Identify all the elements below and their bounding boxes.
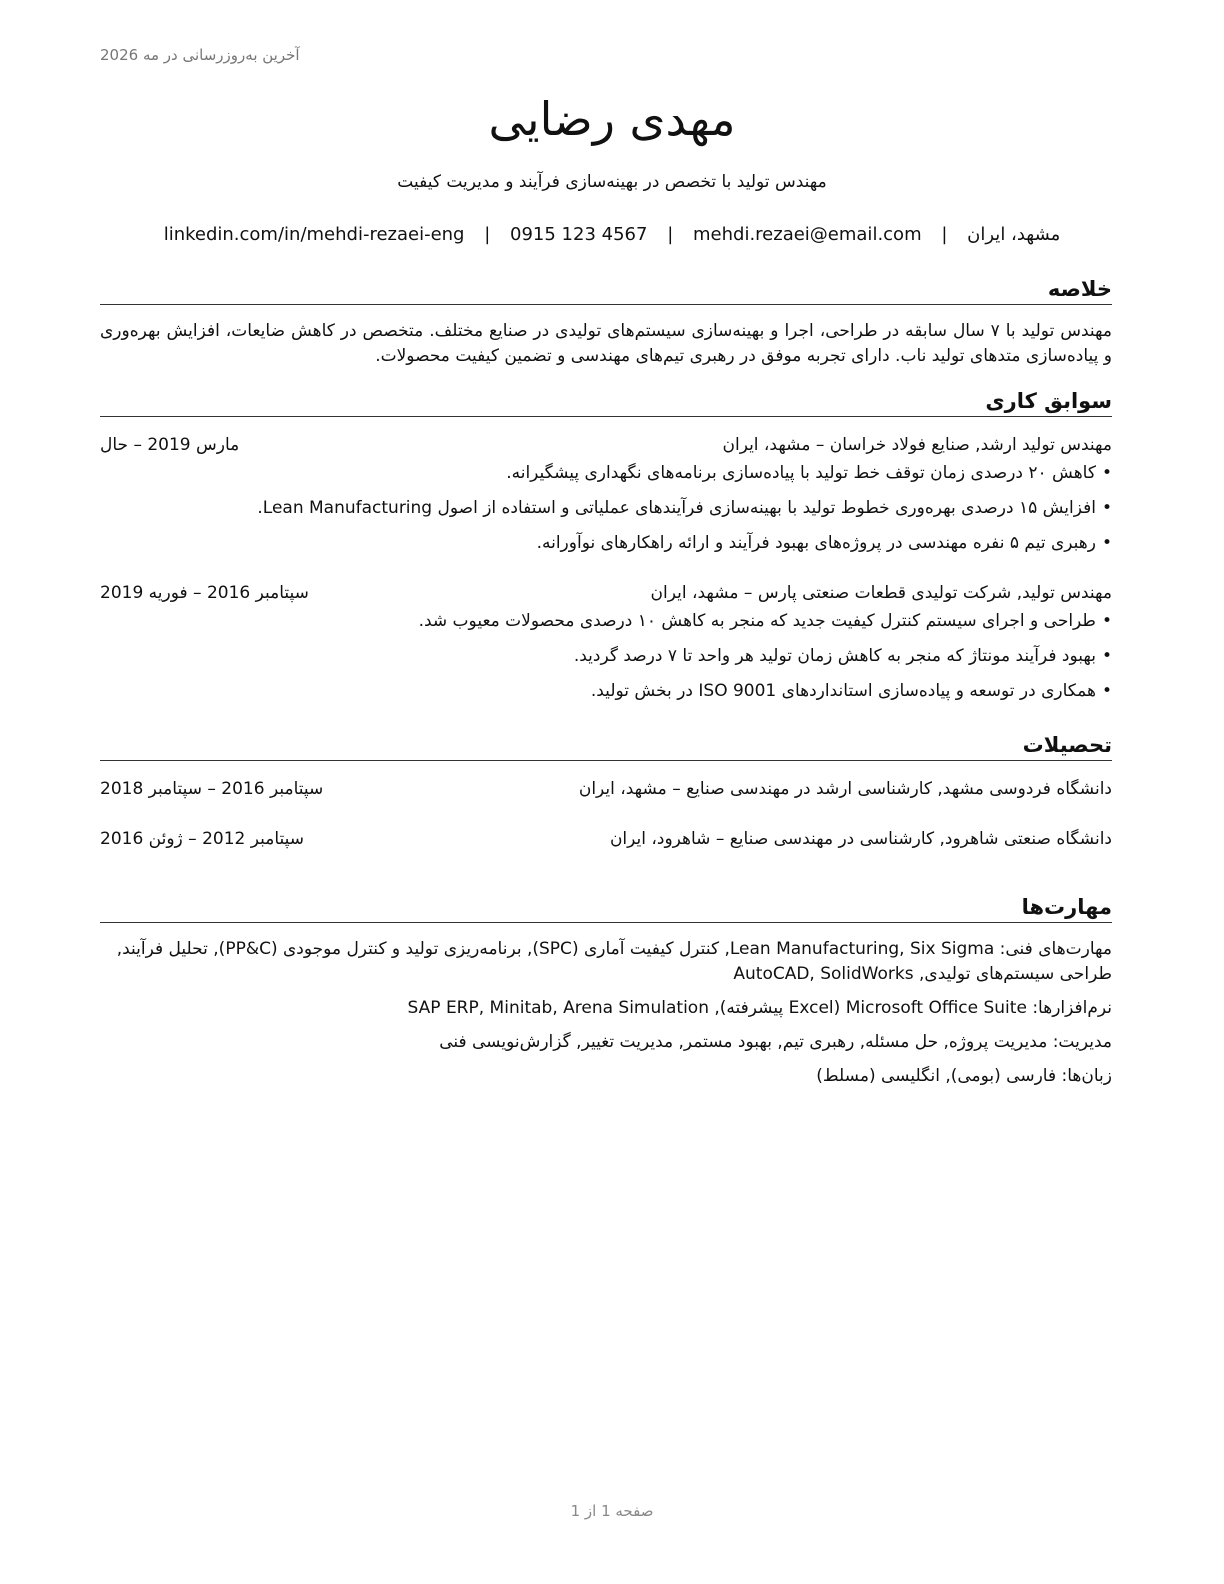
- list-item: [100, 496, 1112, 520]
- job-bullets: [100, 609, 1112, 703]
- contact-separator: |: [667, 224, 674, 245]
- job-dates: مارس 2019 – حال: [100, 435, 240, 455]
- summary-title: خلاصه: [100, 276, 1112, 305]
- job-entry: [100, 433, 1112, 555]
- bullet-dot-icon: •: [1101, 646, 1112, 666]
- skills-technical: مهارت‌های فنی: Lean Manufacturing, Six Sigma, کنترل کیفیت آماری (SPC), برنامه‌ریزی تولید و کنترل موجودی (PP&C), تحلیل فرآیند, طراحی سیستم‌های تولیدی, AutoCAD, SolidWorks: [116, 939, 1112, 984]
- contact-line: [0, 224, 1224, 245]
- education-section: [100, 732, 1112, 851]
- bullet-text: بهبود فرآیند مونتاژ که منجر به کاهش زمان تولید هر واحد تا ۷ درصد گردید.: [573, 646, 1096, 666]
- job-heading: مهندس تولید ارشد, صنایع فولاد خراسان – مشهد، ایران: [722, 435, 1112, 455]
- bullet-dot-icon: •: [1101, 681, 1112, 701]
- skills-software: نرم‌افزارها: Microsoft Office Suite (Excel پیشرفته), SAP ERP, Minitab, Arena Simulation: [407, 998, 1112, 1018]
- list-item: [100, 461, 1112, 485]
- summary-section: [100, 276, 1112, 369]
- contact-separator: |: [941, 224, 948, 245]
- education-heading: دانشگاه صنعتی شاهرود, کارشناسی در مهندسی صنایع – شاهرود، ایران: [609, 829, 1112, 849]
- bullet-text: طراحی و اجرای سیستم کنترل کیفیت جدید که منجر به کاهش ۱۰ درصدی محصولات معیوب شد.: [418, 611, 1096, 631]
- education-dates: سپتامبر 2016 – سپتامبر 2018: [100, 779, 324, 799]
- job-heading: مهندس تولید, شرکت تولیدی قطعات صنعتی پارس – مشهد، ایران: [650, 583, 1112, 603]
- list-item: [100, 609, 1112, 633]
- education-entry: [100, 827, 1112, 851]
- contact-location: مشهد، ایران: [967, 224, 1061, 245]
- last-updated-note: آخرین به‌روزرسانی در مه 2026: [100, 46, 300, 64]
- candidate-name: مهدی رضایی: [488, 92, 736, 146]
- contact-phone[interactable]: 0915 123 4567: [510, 224, 648, 245]
- list-item: [100, 531, 1112, 555]
- bullet-dot-icon: •: [1101, 463, 1112, 483]
- skills-languages: زبان‌ها: فارسی (بومی), انگلیسی (مسلط): [816, 1066, 1112, 1086]
- education-dates: سپتامبر 2012 – ژوئن 2016: [100, 829, 305, 849]
- bullet-text: کاهش ۲۰ درصدی زمان توقف خط تولید با پیاده‌سازی برنامه‌های نگهداری پیشگیرانه.: [506, 463, 1096, 483]
- page-number: صفحه 1 از 1: [570, 1502, 654, 1520]
- skills-section: [100, 894, 1112, 1098]
- job-bullets: [100, 461, 1112, 555]
- bullet-text: رهبری تیم ۵ نفره مهندسی در پروژه‌های بهبود فرآیند و ارائه راهکارهای نوآورانه.: [536, 533, 1096, 553]
- skills-management: مدیریت: مدیریت پروژه, حل مسئله, رهبری تیم, بهبود مستمر, مدیریت تغییر, گزارش‌نویسی فنی: [439, 1032, 1112, 1052]
- candidate-tagline: مهندس تولید با تخصص در بهینه‌سازی فرآیند و مدیریت کیفیت: [397, 172, 827, 192]
- education-title: تحصیلات: [100, 732, 1112, 761]
- experience-section: [100, 388, 1112, 714]
- education-entry: [100, 777, 1112, 801]
- skills-title: مهارت‌ها: [100, 894, 1112, 923]
- job-dates: سپتامبر 2016 – فوریه 2019: [100, 583, 309, 603]
- experience-title: سوابق کاری: [100, 388, 1112, 417]
- summary-text: مهندس تولید با ۷ سال سابقه در طراحی، اجرا و بهینه‌سازی سیستم‌های تولیدی در صنایع مختلف. متخصص در کاهش ضایعات، افزایش بهره‌وری و پیاده‌سازی متدهای تولید ناب. دارای تجربه موفق در رهبری تیم‌های مهندسی و تضمین کیفیت محصولات.: [100, 321, 1112, 366]
- list-item: [100, 644, 1112, 668]
- education-heading: دانشگاه فردوسی مشهد, کارشناسی ارشد در مهندسی صنایع – مشهد، ایران: [578, 779, 1112, 799]
- bullet-dot-icon: •: [1101, 498, 1112, 518]
- contact-separator: |: [484, 224, 491, 245]
- job-header: [100, 433, 1112, 457]
- bullet-dot-icon: •: [1101, 611, 1112, 631]
- bullet-dot-icon: •: [1101, 533, 1112, 553]
- contact-email[interactable]: mehdi.rezaei@email.com: [693, 224, 922, 245]
- list-item: [100, 679, 1112, 703]
- bullet-text: افزایش ۱۵ درصدی بهره‌وری خطوط تولید با بهینه‌سازی فرآیندهای عملیاتی و استفاده از اصول Lean Manufacturing.: [257, 498, 1096, 518]
- job-entry: [100, 581, 1112, 703]
- bullet-text: همکاری در توسعه و پیاده‌سازی استانداردهای ISO 9001 در بخش تولید.: [590, 681, 1096, 701]
- contact-linkedin[interactable]: linkedin.com/in/mehdi-rezaei-eng: [163, 224, 465, 245]
- job-header: [100, 581, 1112, 605]
